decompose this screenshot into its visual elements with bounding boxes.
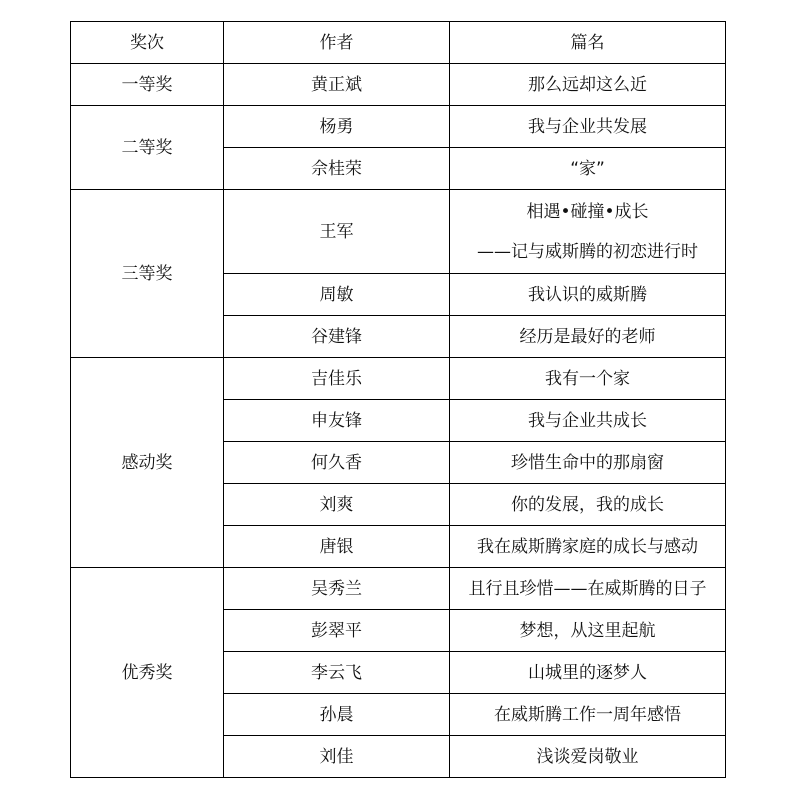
title-cell: 我与企业共成长: [450, 400, 726, 442]
author-cell: 王军: [224, 190, 450, 274]
table-row: [71, 64, 726, 106]
award-cell: 一等奖: [71, 64, 224, 106]
title-cell: 在威斯腾工作一周年感悟: [450, 694, 726, 736]
title-cell: 珍惜生命中的那扇窗: [450, 442, 726, 484]
title-cell: [450, 190, 726, 274]
title-cell: 梦想，从这里起航: [450, 610, 726, 652]
author-cell: 刘爽: [224, 484, 450, 526]
title-cell: 经历是最好的老师: [450, 316, 726, 358]
table-row: [71, 190, 726, 274]
title-cell: 我与企业共发展: [450, 106, 726, 148]
table-row: [71, 358, 726, 400]
author-cell: 孙晨: [224, 694, 450, 736]
author-cell: 何久香: [224, 442, 450, 484]
author-cell: 唐银: [224, 526, 450, 568]
award-cell: 三等奖: [71, 190, 224, 358]
title-cell: 我认识的威斯腾: [450, 274, 726, 316]
title-cell: 那么远却这么近: [450, 64, 726, 106]
author-cell: 佘桂荣: [224, 148, 450, 190]
awards-table: [70, 21, 726, 778]
author-cell: 周敏: [224, 274, 450, 316]
title-main: 相遇•碰撞•成长: [526, 201, 649, 222]
title-subtitle: ——记与威斯腾的初恋进行时: [477, 241, 698, 262]
author-cell: 谷建锋: [224, 316, 450, 358]
table-row: [71, 568, 726, 610]
title-cell: 浅谈爱岗敬业: [450, 736, 726, 778]
award-cell: 优秀奖: [71, 568, 224, 778]
author-cell: 杨勇: [224, 106, 450, 148]
author-cell: 吉佳乐: [224, 358, 450, 400]
title-cell: “家”: [450, 148, 726, 190]
title-cell: 我有一个家: [450, 358, 726, 400]
table-row: [71, 106, 726, 148]
author-cell: 申友锋: [224, 400, 450, 442]
author-cell: 刘佳: [224, 736, 450, 778]
author-cell: 李云飞: [224, 652, 450, 694]
award-cell: 感动奖: [71, 358, 224, 568]
header-row: [71, 22, 726, 64]
title-cell: 且行且珍惜——在威斯腾的日子: [450, 568, 726, 610]
author-cell: 彭翠平: [224, 610, 450, 652]
header-award: 奖次: [71, 22, 224, 64]
title-cell: 我在威斯腾家庭的成长与感动: [450, 526, 726, 568]
header-author: 作者: [224, 22, 450, 64]
title-cell: 你的发展，我的成长: [450, 484, 726, 526]
author-cell: 吴秀兰: [224, 568, 450, 610]
header-title: 篇名: [450, 22, 726, 64]
award-cell: 二等奖: [71, 106, 224, 190]
author-cell: 黄正斌: [224, 64, 450, 106]
title-cell: 山城里的逐梦人: [450, 652, 726, 694]
